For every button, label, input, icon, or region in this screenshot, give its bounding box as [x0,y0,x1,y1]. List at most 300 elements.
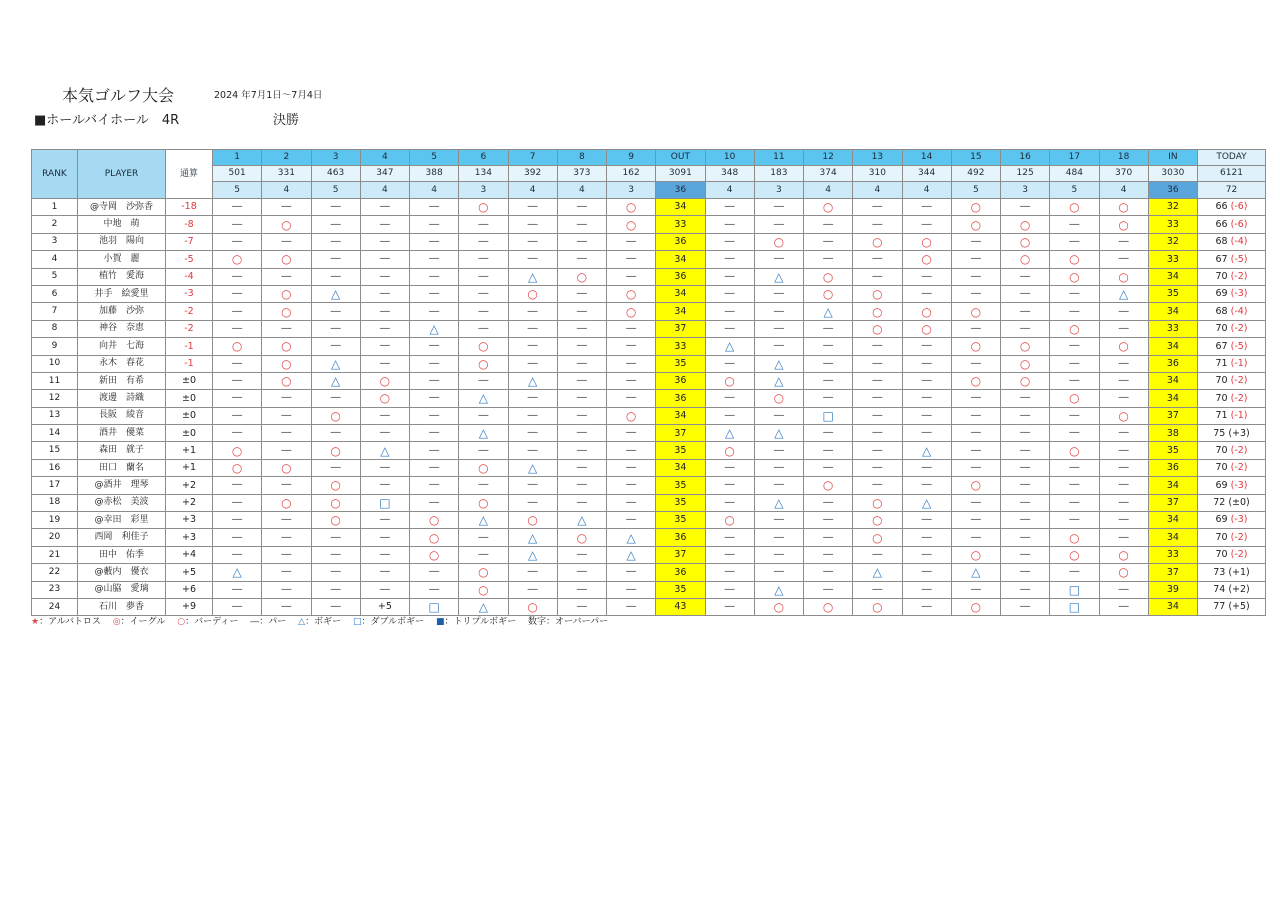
hole-15-score: ○ [951,372,1000,389]
today-strokes: 77 [1213,601,1226,613]
hole-11-par: 3 [754,182,803,199]
hole-6-yardage: 134 [459,166,508,182]
hole-9-score: ― [607,598,656,615]
hole-2-score: ― [262,442,311,459]
in-score: 34 [1148,512,1197,529]
hole-14-score: ― [902,546,951,563]
hole-9-score: ― [607,512,656,529]
hole-18-score: ― [1099,390,1148,407]
hole-2-yardage: 331 [262,166,311,182]
rank-cell: 4 [32,251,78,268]
hole-12-score: ― [804,338,853,355]
hole-16-score: ― [1001,407,1050,424]
hole-15-score: ― [951,425,1000,442]
hole-1-score: ― [213,372,262,389]
rank-cell: 3 [32,233,78,250]
hole-15-score: ○ [951,216,1000,233]
legend-label: ：ダブルボギー [361,617,425,627]
hole-14-score: ○ [902,303,951,320]
hole-10-score: ○ [705,442,754,459]
hole-3-score: ― [311,459,360,476]
hole-18-score: ― [1099,598,1148,615]
hole-7-score: ― [508,233,557,250]
hole-1-score: ― [213,355,262,372]
hole-8-score: ― [557,320,606,337]
header-row-yardage [32,166,1266,182]
out-score: 43 [656,598,705,615]
hole-6-score: ― [459,372,508,389]
hole-17-score: ― [1050,216,1099,233]
out-score: 35 [656,477,705,494]
out-score: 35 [656,355,705,372]
today-strokes: 74 [1213,584,1226,596]
hole-5-yardage: 388 [410,166,459,182]
out-score: 37 [656,546,705,563]
hole-1-score: ― [213,233,262,250]
hole-8-score: ― [557,442,606,459]
hole-17-score: ― [1050,372,1099,389]
hole-7-score: ― [508,407,557,424]
in-score: 36 [1148,459,1197,476]
hole-6-score: △ [459,425,508,442]
total-to-par: +3 [166,512,213,529]
hole-17-score: ― [1050,512,1099,529]
total-to-par: ±0 [166,390,213,407]
today-to-par: (-2) [1230,375,1248,387]
hole-10-score: ― [705,581,754,598]
hole-11-yardage: 183 [754,166,803,182]
hole-7-score: ― [508,338,557,355]
player-row [32,494,1266,511]
hole-14-score: ― [902,477,951,494]
header-row-par [32,182,1266,199]
hole-1-score: △ [213,564,262,581]
rank-cell: 15 [32,442,78,459]
hole-11-score: ― [754,512,803,529]
today-strokes: 70 [1215,392,1228,404]
hole-11-score: ― [754,442,803,459]
out-score: 33 [656,338,705,355]
hole-9-score: ― [607,494,656,511]
hole-3-score: ― [311,598,360,615]
hole-18-score: ― [1099,512,1148,529]
hole-12-score: ― [804,390,853,407]
player-name: 小賀 麗 [78,251,166,268]
today-strokes: 70 [1215,375,1228,387]
today-to-par: (+2) [1228,584,1250,596]
hole-2-score: ― [262,477,311,494]
hole-15-score: ○ [951,199,1000,216]
legend-label: ：パー [259,617,287,627]
out-score: 33 [656,216,705,233]
hole-14-score: ― [902,199,951,216]
total-to-par: -1 [166,338,213,355]
hole-3-score: ― [311,303,360,320]
hole-16-score: ― [1001,546,1050,563]
today-to-par: (-2) [1230,549,1248,561]
today-to-par: (-2) [1230,462,1248,474]
hole-18-score: ― [1099,372,1148,389]
rank-cell: 8 [32,320,78,337]
rank-header: RANK [32,150,78,199]
today-strokes: 72 [1213,497,1226,509]
in-score: 34 [1148,338,1197,355]
total-to-par: -8 [166,216,213,233]
today-score-cell [1198,598,1266,615]
today-to-par: (-3) [1230,514,1248,526]
hole-7-score: ― [508,442,557,459]
hole-4-score: ― [360,407,409,424]
today-to-par: (-1) [1230,357,1248,369]
hole-17-score: ○ [1050,442,1099,459]
hole-1-score: ○ [213,442,262,459]
hole-18-score: ― [1099,355,1148,372]
hole-10-score: ― [705,546,754,563]
today-to-par: (+5) [1228,601,1250,613]
hole-5-score: ― [410,268,459,285]
hole-7-score: ― [508,320,557,337]
hole-6-score: ○ [459,564,508,581]
hole-6-score: ― [459,546,508,563]
hole-18-score: ― [1099,477,1148,494]
hole-8-score: ― [557,355,606,372]
section-heading: ■ホールバイホール 4R [34,113,180,128]
legend-label: ：トリプルボギー [444,617,517,627]
hole-2-score: ― [262,546,311,563]
hole-7-score: ― [508,564,557,581]
rank-cell: 2 [32,216,78,233]
hole-14-score: ― [902,372,951,389]
hole-16-score: ― [1001,564,1050,581]
hole-17-score: ○ [1050,390,1099,407]
hole-2-score: ○ [262,338,311,355]
hole-1-score: ○ [213,459,262,476]
hole-8-score: ― [557,459,606,476]
out-score: 35 [656,442,705,459]
hole-13-score: ― [853,216,902,233]
hole-11-score: △ [754,268,803,285]
hole-10-score: ― [705,355,754,372]
rank-cell: 7 [32,303,78,320]
hole-18-score: ― [1099,581,1148,598]
hole-2-score: ― [262,529,311,546]
hole-15-yardage: 492 [951,166,1000,182]
rank-cell: 18 [32,494,78,511]
hole-6-score: △ [459,598,508,615]
hole-5-score: ― [410,199,459,216]
today-strokes: 69 [1215,514,1228,526]
hole-15-score: ― [951,512,1000,529]
in-score: 37 [1148,564,1197,581]
hole-15-number: 15 [951,150,1000,166]
hole-8-score: ― [557,425,606,442]
hole-5-score: ― [410,442,459,459]
player-name: 渡邊 詩織 [78,390,166,407]
today-to-par: (-6) [1230,218,1248,230]
rank-cell: 11 [32,372,78,389]
hole-13-score: ― [853,268,902,285]
hole-12-score: ― [804,459,853,476]
hole-12-score: ○ [804,199,853,216]
out-score: 34 [656,199,705,216]
hole-9-score: ― [607,477,656,494]
hole-12-score: ― [804,251,853,268]
hole-2-score: ― [262,199,311,216]
today-score-cell [1198,303,1266,320]
hole-7-score: △ [508,459,557,476]
hole-15-score: ― [951,581,1000,598]
total-to-par: +2 [166,494,213,511]
hole-8-yardage: 373 [557,166,606,182]
rank-cell: 6 [32,285,78,302]
hole-13-score: ― [853,338,902,355]
out-score: 34 [656,251,705,268]
today-strokes: 70 [1215,531,1228,543]
hole-12-score: ― [804,233,853,250]
hole-6-score: ○ [459,581,508,598]
hole-15-score: ○ [951,546,1000,563]
today-strokes: 75 [1213,427,1226,439]
hole-2-score: ― [262,390,311,407]
hole-5-score: ― [410,355,459,372]
hole-5-score: ― [410,251,459,268]
hole-4-score: ― [360,477,409,494]
hole-16-score: ○ [1001,233,1050,250]
in-score: 32 [1148,233,1197,250]
rank-cell: 22 [32,564,78,581]
hole-12-score: ― [804,512,853,529]
hole-3-score: ○ [311,512,360,529]
player-name: @幸田 彩里 [78,512,166,529]
hole-11-score: ― [754,407,803,424]
in-score: 34 [1148,390,1197,407]
hole-9-score: ― [607,581,656,598]
hole-18-score: ― [1099,459,1148,476]
in-score: 34 [1148,477,1197,494]
player-row [32,598,1266,615]
hole-1-score: ― [213,216,262,233]
hole-5-par: 4 [410,182,459,199]
hole-2-score: ○ [262,285,311,302]
hole-1-par: 5 [213,182,262,199]
hole-13-number: 13 [853,150,902,166]
hole-10-score: △ [705,425,754,442]
hole-13-score: ― [853,407,902,424]
hole-8-score: ― [557,407,606,424]
hole-12-score: △ [804,303,853,320]
hole-18-score: ○ [1099,407,1148,424]
hole-4-score: ― [360,564,409,581]
hole-6-score: ― [459,407,508,424]
hole-13-score: △ [853,564,902,581]
today-strokes: 70 [1215,271,1228,282]
today-score-cell [1198,233,1266,250]
hole-14-score: ○ [902,233,951,250]
hole-14-score: ― [902,598,951,615]
hole-16-par: 3 [1001,182,1050,199]
star-icon: ★ [31,617,40,627]
hole-15-score: ○ [951,303,1000,320]
hole-12-number: 12 [804,150,853,166]
hole-9-score: ― [607,268,656,285]
hole-1-score: ― [213,598,262,615]
hole-15-score: ― [951,285,1000,302]
hole-11-score: ― [754,564,803,581]
hole-5-score: ― [410,233,459,250]
hole-1-score: ― [213,477,262,494]
today-strokes: 67 [1215,340,1228,352]
player-row [32,268,1266,285]
out-score: 37 [656,425,705,442]
today-to-par: (-2) [1230,531,1248,543]
rank-cell: 5 [32,268,78,285]
rank-cell: 10 [32,355,78,372]
hole-18-par: 4 [1099,182,1148,199]
hole-10-par: 4 [705,182,754,199]
hole-17-score: ― [1050,494,1099,511]
rank-cell: 24 [32,598,78,615]
player-row [32,564,1266,581]
hole-2-score: ― [262,581,311,598]
legend-label: ：ボギー [305,617,342,627]
hole-11-score: ― [754,303,803,320]
hole-2-score: ○ [262,494,311,511]
hole-2-score: ○ [262,355,311,372]
hole-17-score: ○ [1050,320,1099,337]
hole-10-score: ― [705,251,754,268]
hole-5-number: 5 [410,150,459,166]
today-score-cell [1198,320,1266,337]
hole-5-score: ― [410,581,459,598]
hole-7-score: ○ [508,285,557,302]
hole-18-score: ○ [1099,546,1148,563]
hole-3-score: ― [311,564,360,581]
hole-16-score: ― [1001,459,1050,476]
hole-2-score: ― [262,512,311,529]
today-strokes: 70 [1215,462,1228,474]
hole-18-score: ― [1099,494,1148,511]
player-row [32,303,1266,320]
hole-7-score: ○ [508,512,557,529]
hole-10-score: ― [705,477,754,494]
hole-1-yardage: 501 [213,166,262,182]
hole-13-score: ○ [853,494,902,511]
hole-18-score: ― [1099,251,1148,268]
hole-8-score: ― [557,494,606,511]
hole-16-score: ― [1001,303,1050,320]
hole-9-score: ― [607,355,656,372]
hole-9-score: △ [607,529,656,546]
hole-4-score: ― [360,268,409,285]
hole-5-score: ○ [410,512,459,529]
hole-10-score: ― [705,285,754,302]
total-to-par: -7 [166,233,213,250]
hole-15-score: ― [951,459,1000,476]
hole-8-score: ― [557,251,606,268]
hole-17-par: 5 [1050,182,1099,199]
hole-9-score: ― [607,564,656,581]
hole-2-number: 2 [262,150,311,166]
hole-14-score: ― [902,285,951,302]
hole-11-score: ― [754,546,803,563]
player-name: 長阪 綾音 [78,407,166,424]
player-name: @寺岡 沙弥香 [78,199,166,216]
hole-3-score: ― [311,216,360,233]
hole-17-score: ○ [1050,199,1099,216]
hole-8-score: ― [557,216,606,233]
hole-6-score: ― [459,303,508,320]
hole-14-score: ― [902,581,951,598]
hole-13-score: ○ [853,320,902,337]
hole-13-score: ○ [853,303,902,320]
today-strokes: 68 [1215,305,1228,317]
hole-4-score: ○ [360,390,409,407]
hole-1-score: ― [213,285,262,302]
hole-4-score: ― [360,320,409,337]
hole-2-score: ― [262,564,311,581]
hole-1-score: ― [213,390,262,407]
hole-2-score: ― [262,425,311,442]
hole-9-score: ○ [607,285,656,302]
today-strokes: 70 [1215,549,1228,561]
hole-3-score: △ [311,355,360,372]
hole-3-score: ― [311,268,360,285]
player-name: 池羽 陽向 [78,233,166,250]
hole-17-score: ― [1050,285,1099,302]
hole-3-score: △ [311,372,360,389]
hole-9-par: 3 [607,182,656,199]
rank-cell: 9 [32,338,78,355]
player-name: 森田 就子 [78,442,166,459]
double-circle-icon: ◎ [112,617,121,627]
hole-3-score: ― [311,338,360,355]
today-score-cell [1198,546,1266,563]
out-score: 35 [656,494,705,511]
hole-8-score: ― [557,285,606,302]
player-name: 神谷 奈恵 [78,320,166,337]
hole-7-score: △ [508,529,557,546]
hole-10-score: ― [705,494,754,511]
hole-12-score: ○ [804,268,853,285]
hole-14-score: △ [902,494,951,511]
player-row [32,233,1266,250]
in-score: 33 [1148,216,1197,233]
hole-18-score: ― [1099,529,1148,546]
hole-12-score: ― [804,564,853,581]
hole-14-score: ○ [902,320,951,337]
hole-8-score: ○ [557,268,606,285]
hole-5-score: ― [410,425,459,442]
hole-8-par: 4 [557,182,606,199]
total-to-par: -1 [166,355,213,372]
hole-17-score: ― [1050,425,1099,442]
hole-12-score: □ [804,407,853,424]
hole-10-score: ― [705,268,754,285]
hole-4-score: ― [360,303,409,320]
hole-7-score: △ [508,268,557,285]
hole-9-score: ― [607,338,656,355]
hole-10-score: ― [705,598,754,615]
hole-13-score: ○ [853,233,902,250]
hole-6-score: ○ [459,338,508,355]
player-row [32,581,1266,598]
hole-16-score: ― [1001,199,1050,216]
hole-3-score: ― [311,233,360,250]
hole-14-score: ― [902,512,951,529]
hole-6-par: 3 [459,182,508,199]
hole-5-score: ― [410,372,459,389]
player-name: 向井 七海 [78,338,166,355]
